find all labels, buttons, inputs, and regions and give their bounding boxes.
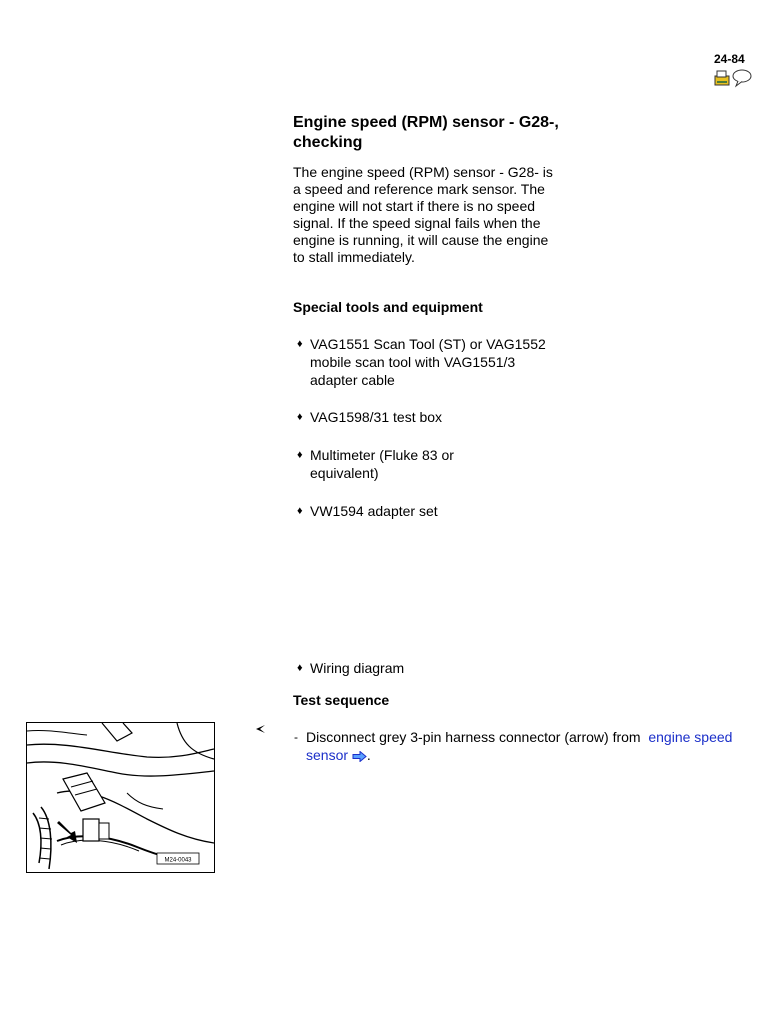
back-arrow-icon[interactable] <box>254 722 266 738</box>
bullet-icon: ♦ <box>297 449 303 461</box>
bullet-icon: ♦ <box>297 338 303 350</box>
speech-bubble-icon[interactable] <box>733 70 751 86</box>
test-step <box>294 728 744 764</box>
printer-icon[interactable] <box>715 71 729 85</box>
figure-label: M24-0043 <box>164 857 192 864</box>
step-text: Disconnect grey 3-pin harness connector (arrow) from <box>306 729 641 745</box>
tool-item: ♦ Wiring diagram <box>297 660 405 676</box>
page-number: 24-84 <box>714 52 745 66</box>
step-end: . <box>366 747 371 763</box>
test-sequence-heading: Test sequence <box>293 692 390 708</box>
sensor-illustration <box>26 722 215 873</box>
page-title: Engine speed (RPM) sensor - G28-, checking <box>293 114 559 151</box>
tool-item: ♦ VAG1551 Scan Tool (ST) or VAG1552 mobile scan tool with VAG1551/3 adapter cable <box>297 336 546 388</box>
intro-paragraph: The engine speed (RPM) sensor - G28- is a speed and reference mark sensor. The engine will not start if there is no speed signal. If the speed signal fails when the engine is running, it will cause the engine to stall immediately. <box>293 164 553 265</box>
tool-item: ♦ VAG1598/31 test box <box>297 409 443 425</box>
tool-item: ♦ Multimeter (Fluke 83 or equivalent) <box>297 447 454 481</box>
page-icons <box>714 68 754 88</box>
bullet-icon: ♦ <box>297 662 303 674</box>
right-arrow-icon[interactable] <box>352 751 367 762</box>
tools-heading: Special tools and equipment <box>293 299 483 315</box>
tool-item: ♦ VW1594 adapter set <box>297 503 438 519</box>
engine-speed-sensor-link[interactable]: engine speed sensor <box>306 729 733 763</box>
bullet-icon: ♦ <box>297 411 303 423</box>
step-dash: - <box>294 730 298 744</box>
bullet-icon: ♦ <box>297 505 303 517</box>
